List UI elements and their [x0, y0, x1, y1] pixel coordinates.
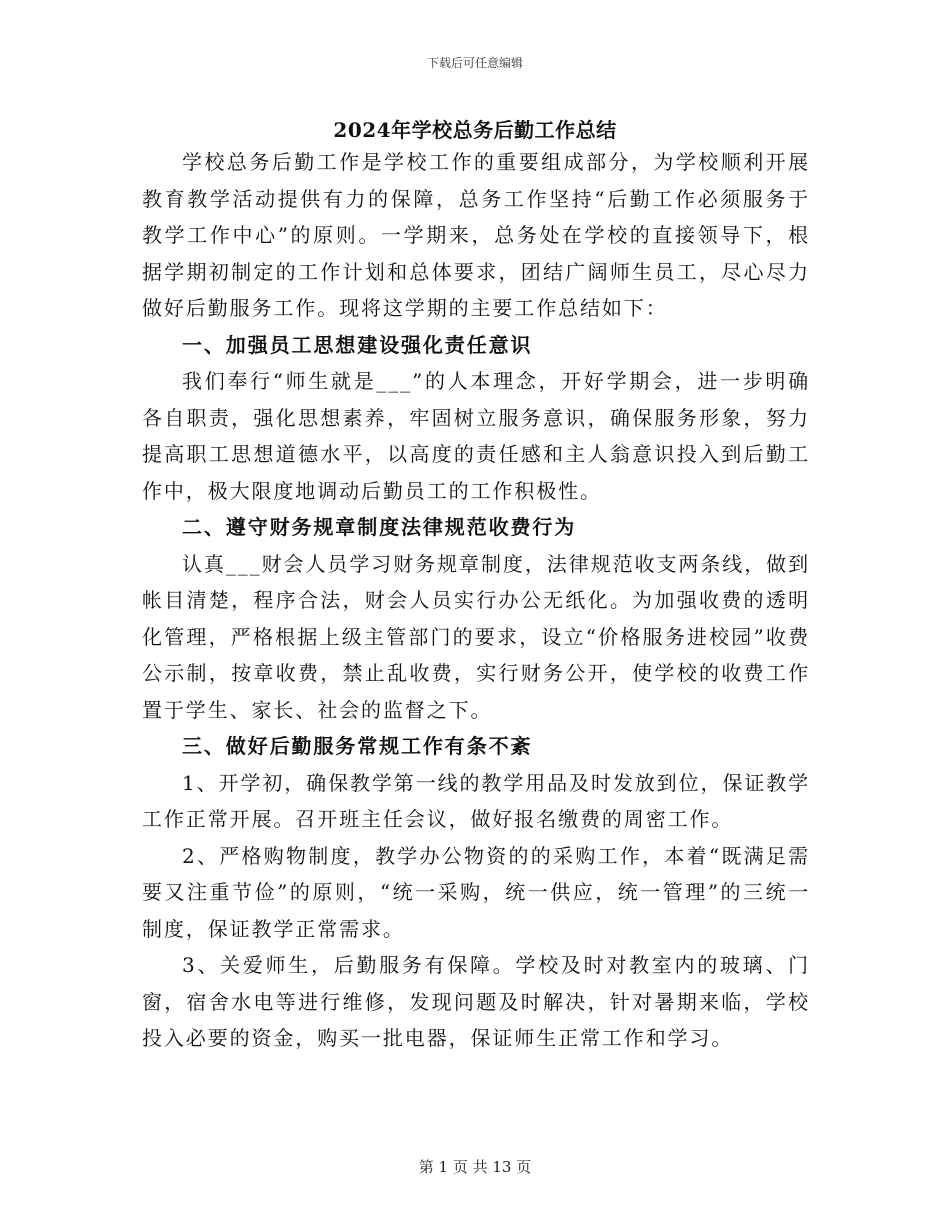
- page-number-footer: 第 1 页 共 13 页: [418, 1158, 532, 1176]
- section-1-paragraph-1: 我们奉行“师生就是___”的人本理念，开好学期会，进一步明确各自职责，强化思想素养，牢固树立服务意识，确保服务形象，努力提高职工思想道德水平，以高度的责任感和主人翁意识投入到后勤工作中，极大限度地调动后勤员工的工作积极性。: [142, 369, 810, 503]
- section-3-paragraph-2: 2、严格购物制度，教学办公物资的的采购工作，本着“既满足需要又注重节俭”的原则，“统一采购，统一供应，统一管理”的三统一制度，保证教学正常需求。: [142, 843, 810, 941]
- section-heading-1: 一、加强员工思想建设强化责任意识: [182, 332, 533, 357]
- section-2-paragraph-1: 认真___财会人员学习财务规章制度，法律规范收支两条线，做到帐目清楚，程序合法，财会人员实行办公无纸化。为加强收费的透明化管理，严格根据上级主管部门的要求，设立“价格服务进校园”收费公示制，按章收费，禁止乱收费，实行财务公开，使学校的收费工作置于学生、家长、社会的监督之下。: [142, 551, 810, 722]
- section-3-paragraph-1: 1、开学初，确保教学第一线的教学用品及时发放到位，保证教学工作正常开展。召开班主任会议，做好报名缴费的周密工作。: [142, 770, 810, 831]
- section-heading-2: 二、遵守财务规章制度法律规范收费行为: [182, 515, 577, 539]
- document-title: 2024年学校总务后勤工作总结: [333, 118, 617, 142]
- section-heading-3: 三、做好后勤服务常规工作有条不紊: [182, 734, 533, 758]
- section-3-paragraph-3: 3、关爱师生，后勤服务有保障。学校及时对教室内的玻璃、门窗，宿舍水电等进行维修，发现问题及时解决，针对暑期来临，学校投入必要的资金，购买一批电器，保证师生正常工作和学习。: [142, 953, 810, 1050]
- document-body: [142, 144, 810, 1057]
- intro-paragraph: 学校总务后勤工作是学校工作的重要组成部分，为学校顺利开展教育教学活动提供有力的保障，总务工作坚持“后勤工作必须服务于教学工作中心”的原则。一学期来，总务处在学校的直接领导下，根据学期初制定的工作计划和总体要求，团结广阔师生员工，尽心尽力做好后勤服务工作。现将这学期的主要工作总结如下：: [142, 150, 810, 320]
- header-note: 下载后可任意编辑: [426, 56, 523, 70]
